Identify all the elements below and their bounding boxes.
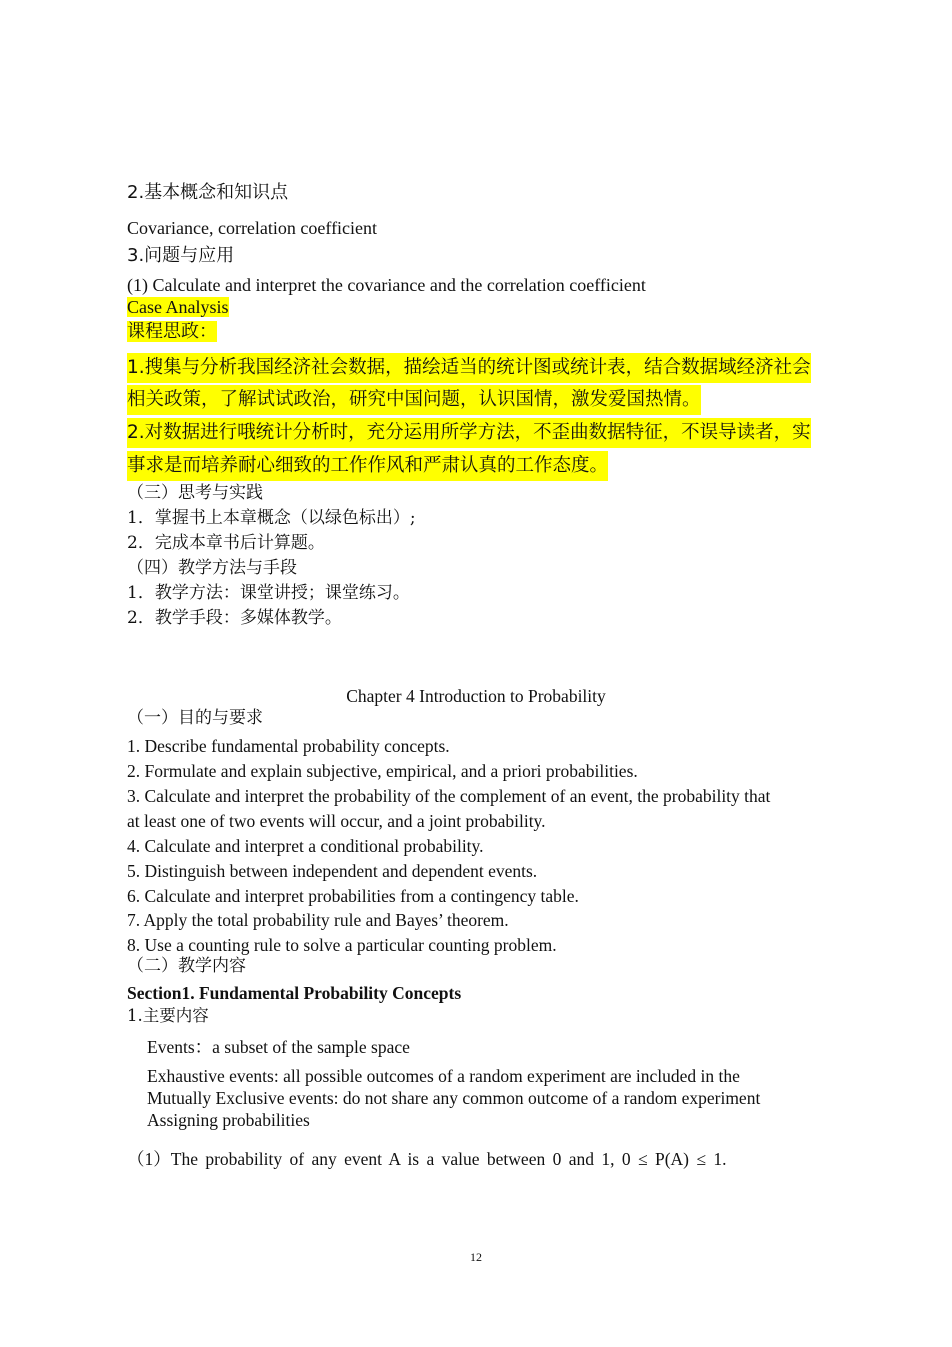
ideology-item-2-line-1: 2.对数据进行哦统计分析时，充分运用所学方法，不歪曲数据特征，不误导读者，实 — [127, 418, 811, 448]
events-definition: Events：a subset of the sample space — [147, 1037, 410, 1057]
exhaustive-events-definition: Exhaustive events: all possible outcomes of a random experiment are included in the — [147, 1066, 740, 1086]
objective-6: 6. Calculate and interpret probabilities from a contingency table. — [127, 886, 579, 906]
main-content-heading: 1.主要内容 — [127, 1006, 209, 1025]
objectives-heading: （一）目的与要求 — [127, 708, 263, 728]
methods-item-2: 2．教学手段：多媒体教学。 — [127, 608, 342, 628]
thinking-item-1: 1．掌握书上本章概念（以绿色标出）; — [127, 508, 416, 528]
content-heading: （二）教学内容 — [127, 956, 246, 976]
concepts-text: Covariance, correlation coefficient — [127, 218, 378, 238]
application-item-1: (1) Calculate and interpret the covariance and the correlation coefficient — [127, 275, 646, 295]
section1-title: Section1. Fundamental Probability Concepts — [127, 983, 462, 1003]
objective-2: 2. Formulate and explain subjective, empirical, and a priori probabilities. — [127, 761, 638, 781]
methods-item-1: 1．教学方法：课堂讲授；课堂练习。 — [127, 583, 410, 603]
objective-5: 5. Distinguish between independent and dependent events. — [127, 861, 538, 881]
chapter-title: Chapter 4 Introduction to Probability — [346, 686, 606, 706]
ideology-item-1-line-1: 1.搜集与分析我国经济社会数据，描绘适当的统计图或统计表，结合数据域经济社会 — [127, 353, 811, 383]
objective-8: 8. Use a counting rule to solve a particular counting problem. — [127, 935, 557, 955]
thinking-item-2: 2．完成本章书后计算题。 — [127, 533, 325, 553]
ideology-item-1-line-2: 相关政策，了解试试政治，研究中国问题，认识国情，激发爱国热情。 — [127, 385, 701, 415]
thinking-heading: （三）思考与实践 — [127, 483, 263, 503]
objective-3: 3. Calculate and interpret the probability of the complement of an event, the probability that — [127, 786, 771, 806]
assigning-probabilities: Assigning probabilities — [147, 1110, 310, 1130]
objective-4: 4. Calculate and interpret a conditional probability. — [127, 836, 484, 856]
objective-3-continued: at least one of two events will occur, and a joint probability. — [127, 811, 546, 831]
page-number: 12 — [470, 1250, 482, 1264]
ideology-heading: 课程思政： — [127, 321, 217, 342]
section-heading-concepts: 2.基本概念和知识点 — [127, 182, 289, 203]
probability-rule-1: （1）The probability of any event A is a value between 0 and 1, 0 ≤ P(A) ≤ 1. — [127, 1149, 727, 1169]
ideology-item-2-line-2: 事求是而培养耐心细致的工作作风和严肃认真的工作态度。 — [127, 451, 608, 481]
methods-heading: （四）教学方法与手段 — [127, 558, 297, 578]
objective-1: 1. Describe fundamental probability concepts. — [127, 736, 450, 756]
objective-7: 7. Apply the total probability rule and Bayes’ theorem. — [127, 910, 509, 930]
case-analysis: Case Analysis — [127, 297, 229, 317]
section-heading-applications: 3.问题与应用 — [127, 245, 235, 266]
mutually-exclusive-definition: Mutually Exclusive events: do not share any common outcome of a random experiment — [147, 1088, 761, 1108]
